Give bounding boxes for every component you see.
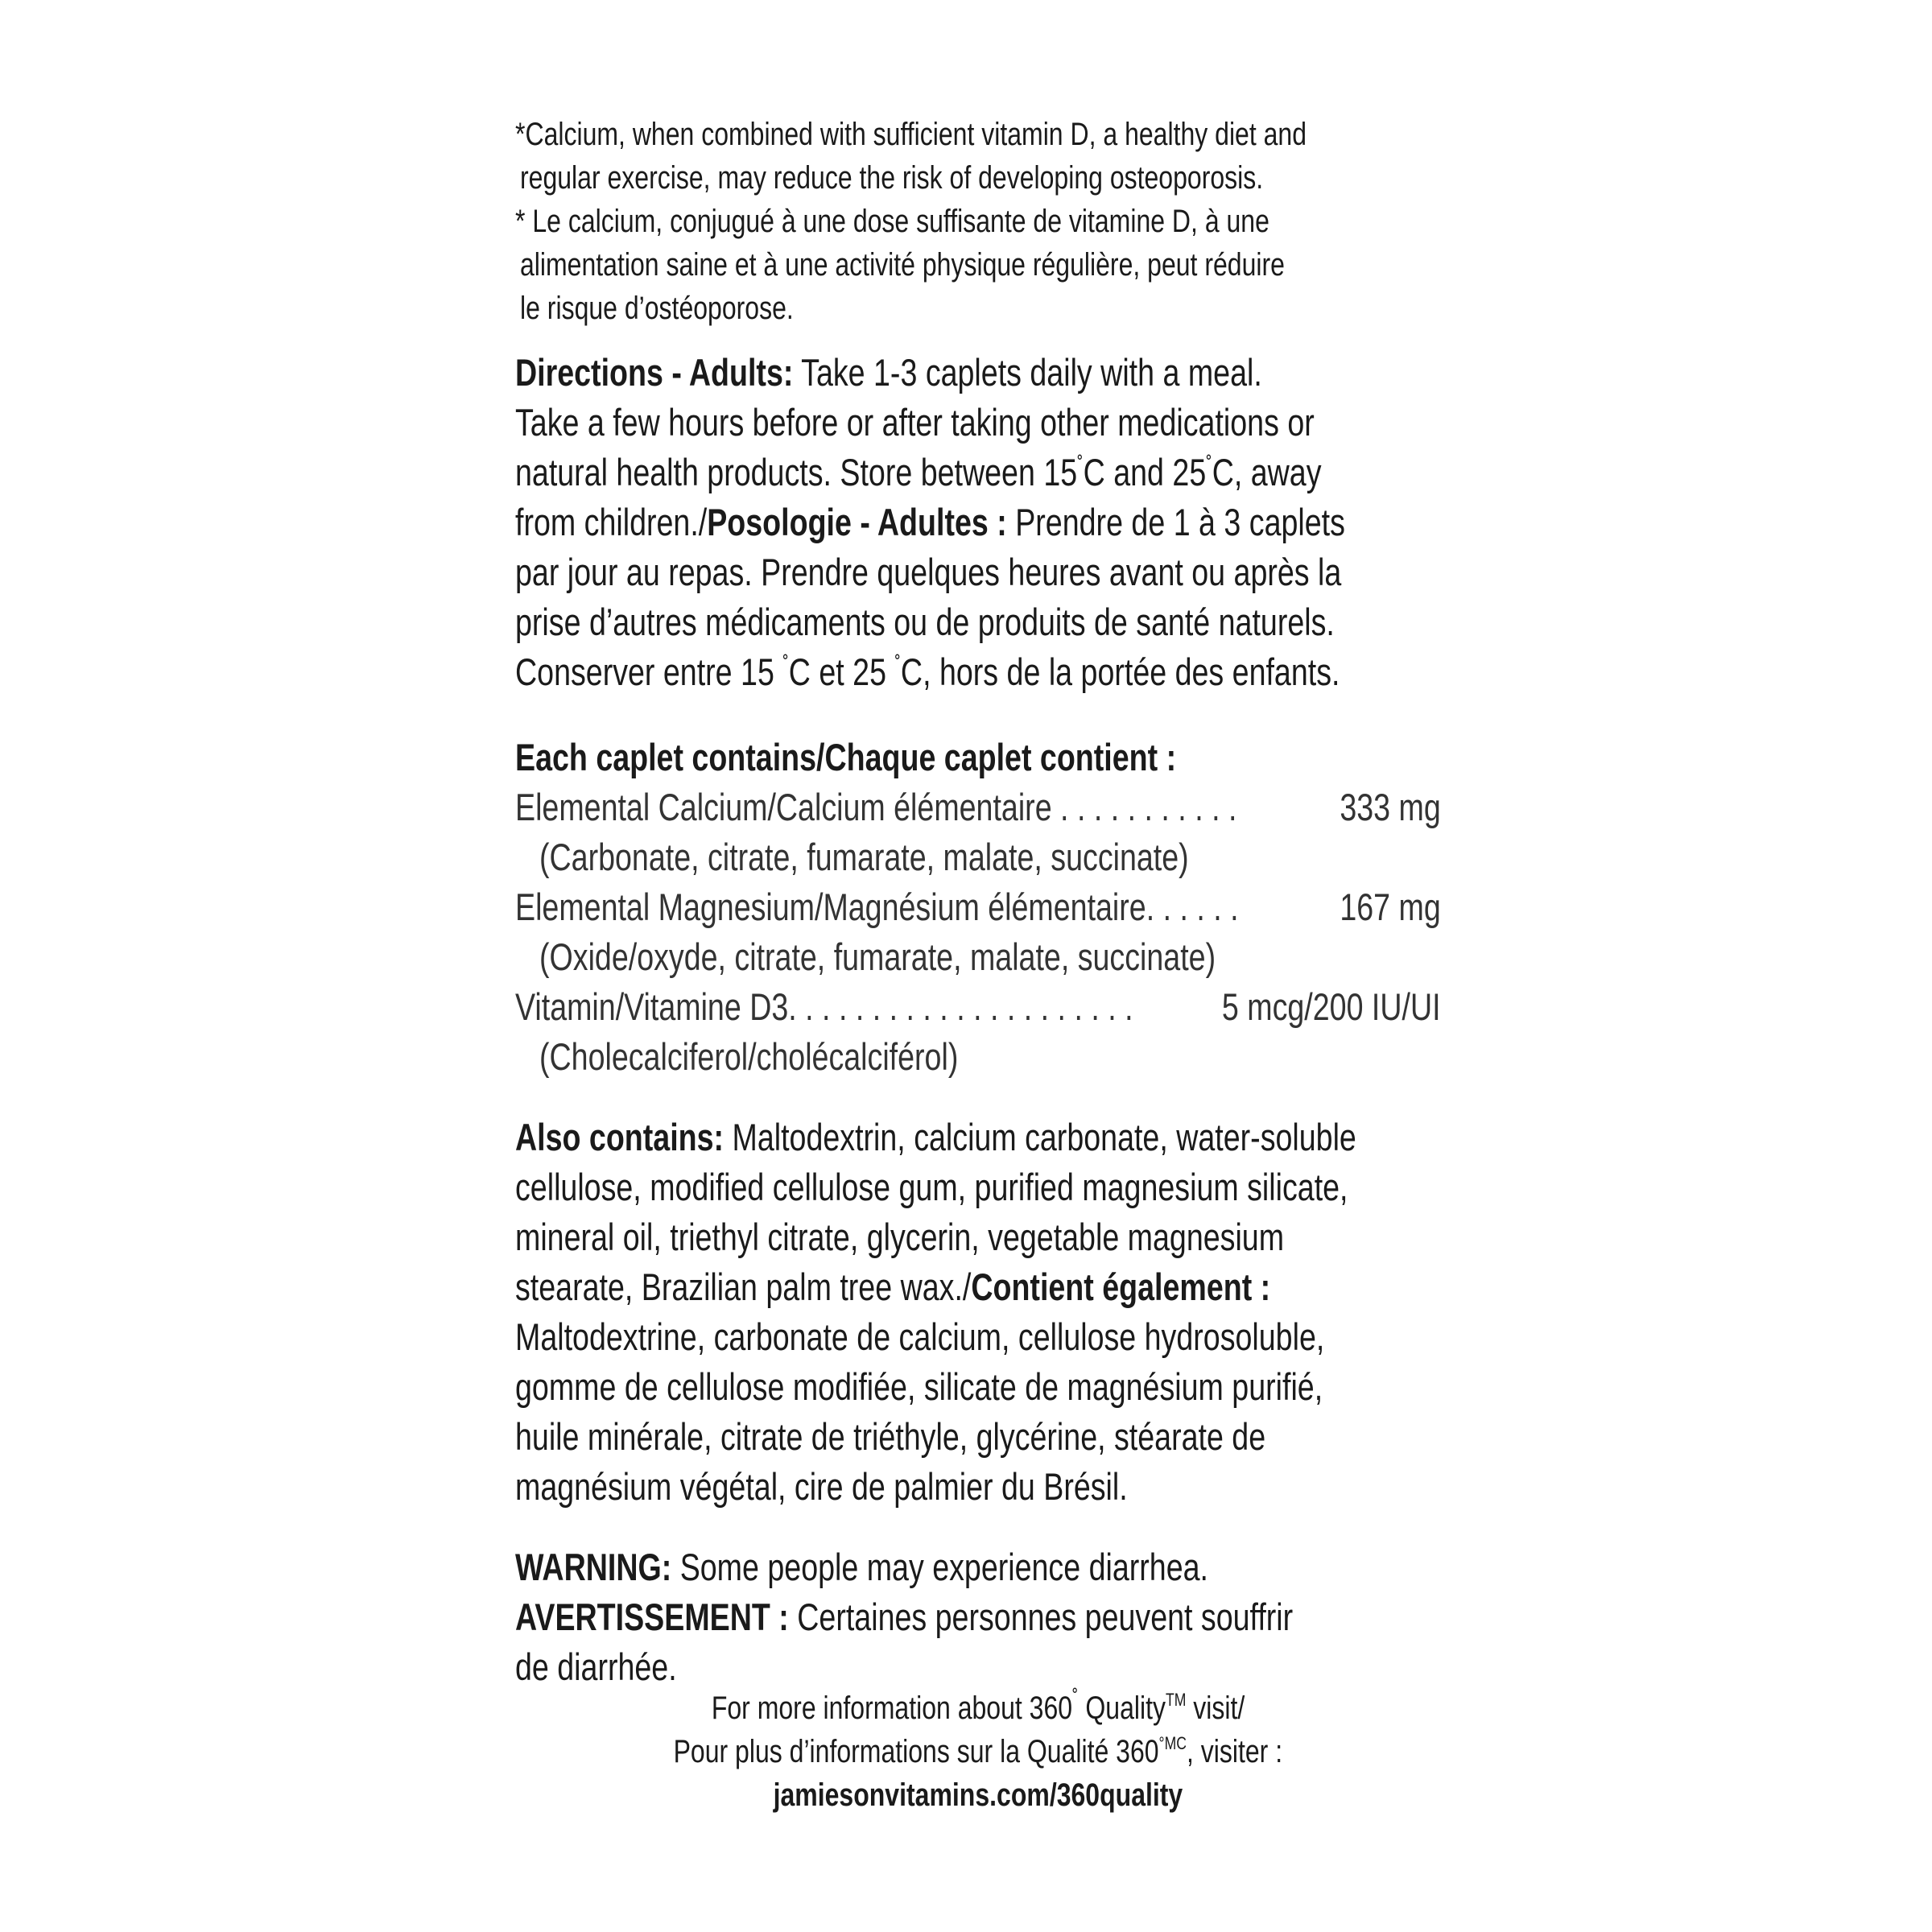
directions-line-1: Take 1-3 caplets daily with a meal.: [793, 351, 1262, 394]
footer-line-1: For more information about 360˚ Quality™ visit/: [711, 1686, 1245, 1726]
directions-line-7: Conserver entre 15 ˚C et 25 ˚C, hors de la portée des enfants.: [515, 650, 1340, 693]
ingredients-heading: Each caplet contains/Chaque caplet contient :: [515, 736, 1177, 778]
also-contains-line-6: gomme de cellulose modifiée, silicate de magnésium purifié,: [515, 1365, 1323, 1408]
footer-url: jamiesonvitamins.com/360quality: [773, 1777, 1183, 1813]
footer-line-2: Pour plus d’informations sur la Qualité $360^{^\circ MC}$, visiter :: [673, 1733, 1283, 1769]
warning-label-en: WARNING:: [515, 1546, 672, 1588]
warning-text-fr-2: de diarrhée.: [515, 1645, 677, 1688]
claim-fr-line-1: * Le calcium, conjugué à une dose suffisante de vitamine D, à une: [515, 204, 1269, 239]
ingredient-source: (Oxide/oxyde, citrate, fumarate, malate, succinate): [539, 935, 1216, 978]
also-contains-section: [515, 1113, 1449, 1512]
health-claims: [515, 113, 1449, 330]
also-contains-label-en: Also contains:: [515, 1116, 724, 1158]
ingredient-source: (Carbonate, citrate, fumarate, malate, succinate): [539, 836, 1189, 878]
ingredient-source: (Cholecalciferol/cholécalciférol): [539, 1035, 959, 1078]
also-contains-line-4: stearate, Brazilian palm tree wax./: [515, 1265, 972, 1308]
directions-label-en: Directions - Adults:: [515, 351, 794, 394]
warning-text-fr: Certaines personnes peuvent souffrir: [788, 1596, 1294, 1638]
ingredient-amount: 333 mg: [1340, 786, 1441, 828]
ingredient-name: Elemental Calcium/Calcium élémentaire . . . . . . . . . . .: [515, 786, 1237, 828]
ingredient-name: Vitamin/Vitamine D3. . . . . . . . . . . . . . . . . . . . .: [515, 985, 1133, 1028]
directions-line-3: natural health products. Store between 15˚C and 25˚C, away: [515, 451, 1322, 493]
ingredient-row-calcium: [515, 782, 1441, 832]
also-contains-line-1: Maltodextrin, calcium carbonate, water-soluble: [724, 1116, 1356, 1158]
quality-footer: [515, 1686, 1441, 1817]
directions-section: Directions - Adults: Take 1-3 caplets daily with a meal. Take a few hours before or after taking other medications or natural health products. Store between 15˚C and 25˚C, away from children./Posologie - Adultes : Prendre de 1 à 3 caplets par jour au repas. Prendre quelques heures avant ou après la prise d’autres médicaments ou de produits de santé naturels. Conserver entre 15 ˚C et 25 ˚C, hors de la portée des enfants.: [515, 348, 1449, 697]
also-contains-line-5: Maltodextrine, carbonate de calcium, cellulose hydrosoluble,: [515, 1315, 1325, 1358]
claim-en-line-1: *Calcium, when combined with sufficient vitamin D, a healthy diet and: [515, 117, 1307, 152]
product-label: [515, 113, 1449, 1692]
directions-line-2: Take a few hours before or after taking other medications or: [515, 401, 1315, 444]
directions-line-5: par jour au repas. Prendre quelques heures avant ou après la: [515, 551, 1342, 593]
warning-label-fr: AVERTISSEMENT :: [515, 1596, 789, 1638]
directions-line-6: prise d’autres médicaments ou de produits de santé naturels.: [515, 601, 1335, 643]
directions-label-fr: Posologie - Adultes :: [707, 501, 1007, 543]
warning-section: [515, 1542, 1449, 1692]
ingredient-amount: 5 mcg/200 IU/UI: [1222, 985, 1441, 1028]
ingredient-row-vitamin-d3: [515, 982, 1441, 1032]
claim-fr-line-2: alimentation saine et à une activité physique régulière, peut réduire: [520, 247, 1285, 283]
claim-fr-line-3: le risque d’ostéoporose.: [520, 291, 794, 326]
ingredient-name: Elemental Magnesium/Magnésium élémentaire. . . . . .: [515, 886, 1239, 928]
ingredient-amount: 167 mg: [1340, 886, 1441, 928]
warning-text-en: Some people may experience diarrhea.: [671, 1546, 1208, 1588]
ingredient-row-magnesium: [515, 882, 1441, 932]
also-contains-line-2: cellulose, modified cellulose gum, purified magnesium silicate,: [515, 1166, 1348, 1208]
also-contains-label-fr: Contient également :: [971, 1265, 1271, 1308]
directions-line-4: from children./: [515, 501, 708, 543]
also-contains-line-7: huile minérale, citrate de triéthyle, glycérine, stéarate de: [515, 1415, 1266, 1458]
claim-en-line-2: regular exercise, may reduce the risk of developing osteoporosis.: [520, 160, 1264, 196]
also-contains-line-8: magnésium végétal, cire de palmier du Brésil.: [515, 1465, 1128, 1508]
also-contains-line-3: mineral oil, triethyl citrate, glycerin, vegetable magnesium: [515, 1216, 1285, 1258]
ingredients-section: [515, 733, 1449, 1082]
